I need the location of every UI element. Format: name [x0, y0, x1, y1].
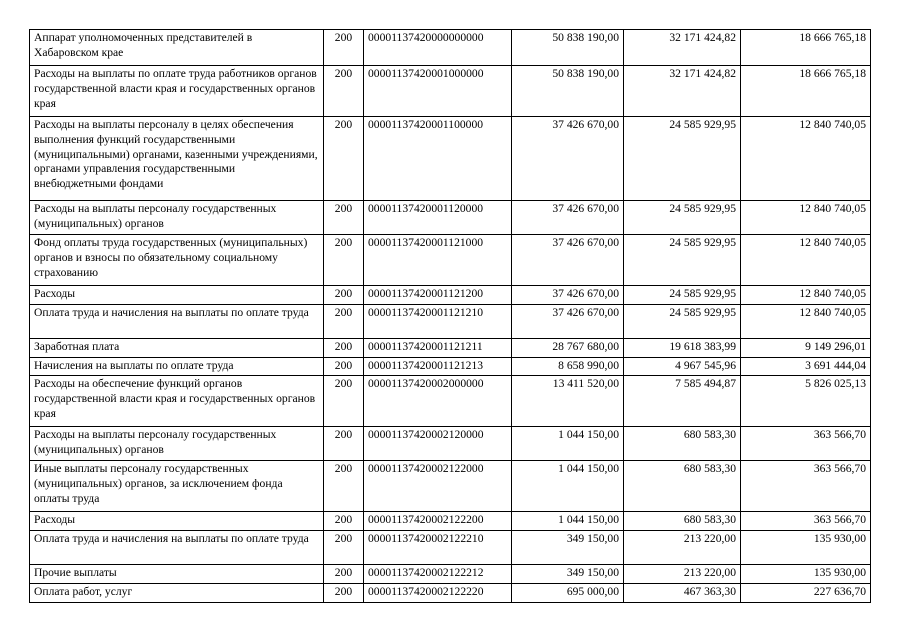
budget-report-sheet — [29, 29, 870, 603]
row-kbk-cell: 00001137420000000000 — [364, 30, 512, 66]
row-unexecuted-cell: 12 840 740,05 — [741, 117, 871, 201]
row-kbk-cell: 00001137420001121211 — [364, 338, 512, 357]
row-executed-cell: 19 618 383,99 — [624, 338, 741, 357]
table-row — [30, 461, 871, 512]
row-approved-cell: 28 767 680,00 — [512, 338, 624, 357]
row-executed-cell: 680 583,30 — [624, 461, 741, 512]
row-kbk-cell: 00001137420002000000 — [364, 376, 512, 427]
row-executed-cell: 213 220,00 — [624, 565, 741, 584]
row-unexecuted-cell: 135 930,00 — [741, 565, 871, 584]
row-kbk-cell: 00001137420002120000 — [364, 427, 512, 461]
row-name-cell: Расходы на выплаты персоналу государственных (муниципальных) органов — [30, 201, 324, 235]
row-code-cell: 200 — [324, 286, 364, 305]
row-name-cell: Расходы — [30, 512, 324, 531]
row-name-cell: Начисления на выплаты по оплате труда — [30, 357, 324, 376]
row-executed-cell: 24 585 929,95 — [624, 117, 741, 201]
row-kbk-cell: 00001137420002122000 — [364, 461, 512, 512]
row-name-cell: Расходы — [30, 286, 324, 305]
row-name-cell: Заработная плата — [30, 338, 324, 357]
row-code-cell: 200 — [324, 565, 364, 584]
row-code-cell: 200 — [324, 512, 364, 531]
row-kbk-cell: 00001137420002122212 — [364, 565, 512, 584]
row-code-cell: 200 — [324, 235, 364, 286]
row-code-cell: 200 — [324, 30, 364, 66]
row-kbk-cell: 00001137420001000000 — [364, 66, 512, 117]
row-approved-cell: 37 426 670,00 — [512, 235, 624, 286]
row-executed-cell: 24 585 929,95 — [624, 201, 741, 235]
row-unexecuted-cell: 135 930,00 — [741, 531, 871, 565]
row-name-cell: Расходы на выплаты персоналу государственных (муниципальных) органов — [30, 427, 324, 461]
table-row — [30, 117, 871, 201]
table-row — [30, 357, 871, 376]
row-code-cell: 200 — [324, 376, 364, 427]
row-approved-cell: 50 838 190,00 — [512, 30, 624, 66]
row-code-cell: 200 — [324, 461, 364, 512]
table-row — [30, 66, 871, 117]
row-approved-cell: 37 426 670,00 — [512, 201, 624, 235]
row-unexecuted-cell: 12 840 740,05 — [741, 201, 871, 235]
row-name-cell: Оплата труда и начисления на выплаты по оплате труда — [30, 304, 324, 338]
table-row — [30, 565, 871, 584]
table-row — [30, 583, 871, 602]
row-code-cell: 200 — [324, 338, 364, 357]
row-code-cell: 200 — [324, 357, 364, 376]
row-approved-cell: 349 150,00 — [512, 565, 624, 584]
table-row — [30, 512, 871, 531]
table-row — [30, 531, 871, 565]
row-executed-cell: 4 967 545,96 — [624, 357, 741, 376]
row-name-cell: Аппарат уполномоченных представителей в Хабаровском крае — [30, 30, 324, 66]
row-executed-cell: 32 171 424,82 — [624, 66, 741, 117]
row-unexecuted-cell: 5 826 025,13 — [741, 376, 871, 427]
row-unexecuted-cell: 18 666 765,18 — [741, 30, 871, 66]
row-kbk-cell: 00001137420001100000 — [364, 117, 512, 201]
row-approved-cell: 50 838 190,00 — [512, 66, 624, 117]
row-code-cell: 200 — [324, 117, 364, 201]
row-name-cell: Прочие выплаты — [30, 565, 324, 584]
row-approved-cell: 695 000,00 — [512, 583, 624, 602]
table-row — [30, 338, 871, 357]
row-executed-cell: 7 585 494,87 — [624, 376, 741, 427]
table-row — [30, 235, 871, 286]
table-body — [30, 30, 871, 603]
row-code-cell: 200 — [324, 201, 364, 235]
row-kbk-cell: 00001137420002122220 — [364, 583, 512, 602]
row-name-cell: Расходы на выплаты по оплате труда работников органов государственной власти края и государственных органов края — [30, 66, 324, 117]
row-approved-cell: 1 044 150,00 — [512, 427, 624, 461]
row-unexecuted-cell: 18 666 765,18 — [741, 66, 871, 117]
row-executed-cell: 24 585 929,95 — [624, 286, 741, 305]
row-kbk-cell: 00001137420001121210 — [364, 304, 512, 338]
row-unexecuted-cell: 3 691 444,04 — [741, 357, 871, 376]
row-name-cell: Иные выплаты персоналу государственных (муниципальных) органов, за исключением фонда оплаты труда — [30, 461, 324, 512]
row-unexecuted-cell: 363 566,70 — [741, 427, 871, 461]
row-approved-cell: 37 426 670,00 — [512, 286, 624, 305]
row-executed-cell: 680 583,30 — [624, 427, 741, 461]
row-code-cell: 200 — [324, 583, 364, 602]
row-executed-cell: 32 171 424,82 — [624, 30, 741, 66]
row-kbk-cell: 00001137420001121000 — [364, 235, 512, 286]
table-row — [30, 427, 871, 461]
row-name-cell: Расходы на выплаты персоналу в целях обеспечения выполнения функций государственными (муниципальными) органами, казенными учреждениями, органами управления государственными внебюджетными фондами — [30, 117, 324, 201]
table-row — [30, 376, 871, 427]
row-executed-cell: 467 363,30 — [624, 583, 741, 602]
budget-execution-table — [29, 29, 871, 603]
row-unexecuted-cell: 12 840 740,05 — [741, 304, 871, 338]
row-name-cell: Оплата работ, услуг — [30, 583, 324, 602]
row-code-cell: 200 — [324, 304, 364, 338]
row-approved-cell: 1 044 150,00 — [512, 461, 624, 512]
row-unexecuted-cell: 12 840 740,05 — [741, 235, 871, 286]
row-approved-cell: 37 426 670,00 — [512, 117, 624, 201]
table-row — [30, 201, 871, 235]
table-row — [30, 304, 871, 338]
row-unexecuted-cell: 363 566,70 — [741, 512, 871, 531]
table-row — [30, 286, 871, 305]
row-unexecuted-cell: 363 566,70 — [741, 461, 871, 512]
row-kbk-cell: 00001137420002122210 — [364, 531, 512, 565]
row-unexecuted-cell: 9 149 296,01 — [741, 338, 871, 357]
row-unexecuted-cell: 12 840 740,05 — [741, 286, 871, 305]
row-name-cell: Оплата труда и начисления на выплаты по оплате труда — [30, 531, 324, 565]
row-approved-cell: 37 426 670,00 — [512, 304, 624, 338]
row-executed-cell: 213 220,00 — [624, 531, 741, 565]
row-kbk-cell: 00001137420001121213 — [364, 357, 512, 376]
row-code-cell: 200 — [324, 427, 364, 461]
row-kbk-cell: 00001137420001121200 — [364, 286, 512, 305]
row-code-cell: 200 — [324, 531, 364, 565]
row-code-cell: 200 — [324, 66, 364, 117]
row-name-cell: Расходы на обеспечение функций органов государственной власти края и государственных органов края — [30, 376, 324, 427]
row-kbk-cell: 00001137420002122200 — [364, 512, 512, 531]
row-kbk-cell: 00001137420001120000 — [364, 201, 512, 235]
table-row — [30, 30, 871, 66]
row-approved-cell: 1 044 150,00 — [512, 512, 624, 531]
row-executed-cell: 24 585 929,95 — [624, 304, 741, 338]
row-approved-cell: 13 411 520,00 — [512, 376, 624, 427]
row-unexecuted-cell: 227 636,70 — [741, 583, 871, 602]
row-name-cell: Фонд оплаты труда государственных (муниципальных) органов и взносы по обязательному социальному страхованию — [30, 235, 324, 286]
row-executed-cell: 680 583,30 — [624, 512, 741, 531]
row-approved-cell: 8 658 990,00 — [512, 357, 624, 376]
row-approved-cell: 349 150,00 — [512, 531, 624, 565]
row-executed-cell: 24 585 929,95 — [624, 235, 741, 286]
